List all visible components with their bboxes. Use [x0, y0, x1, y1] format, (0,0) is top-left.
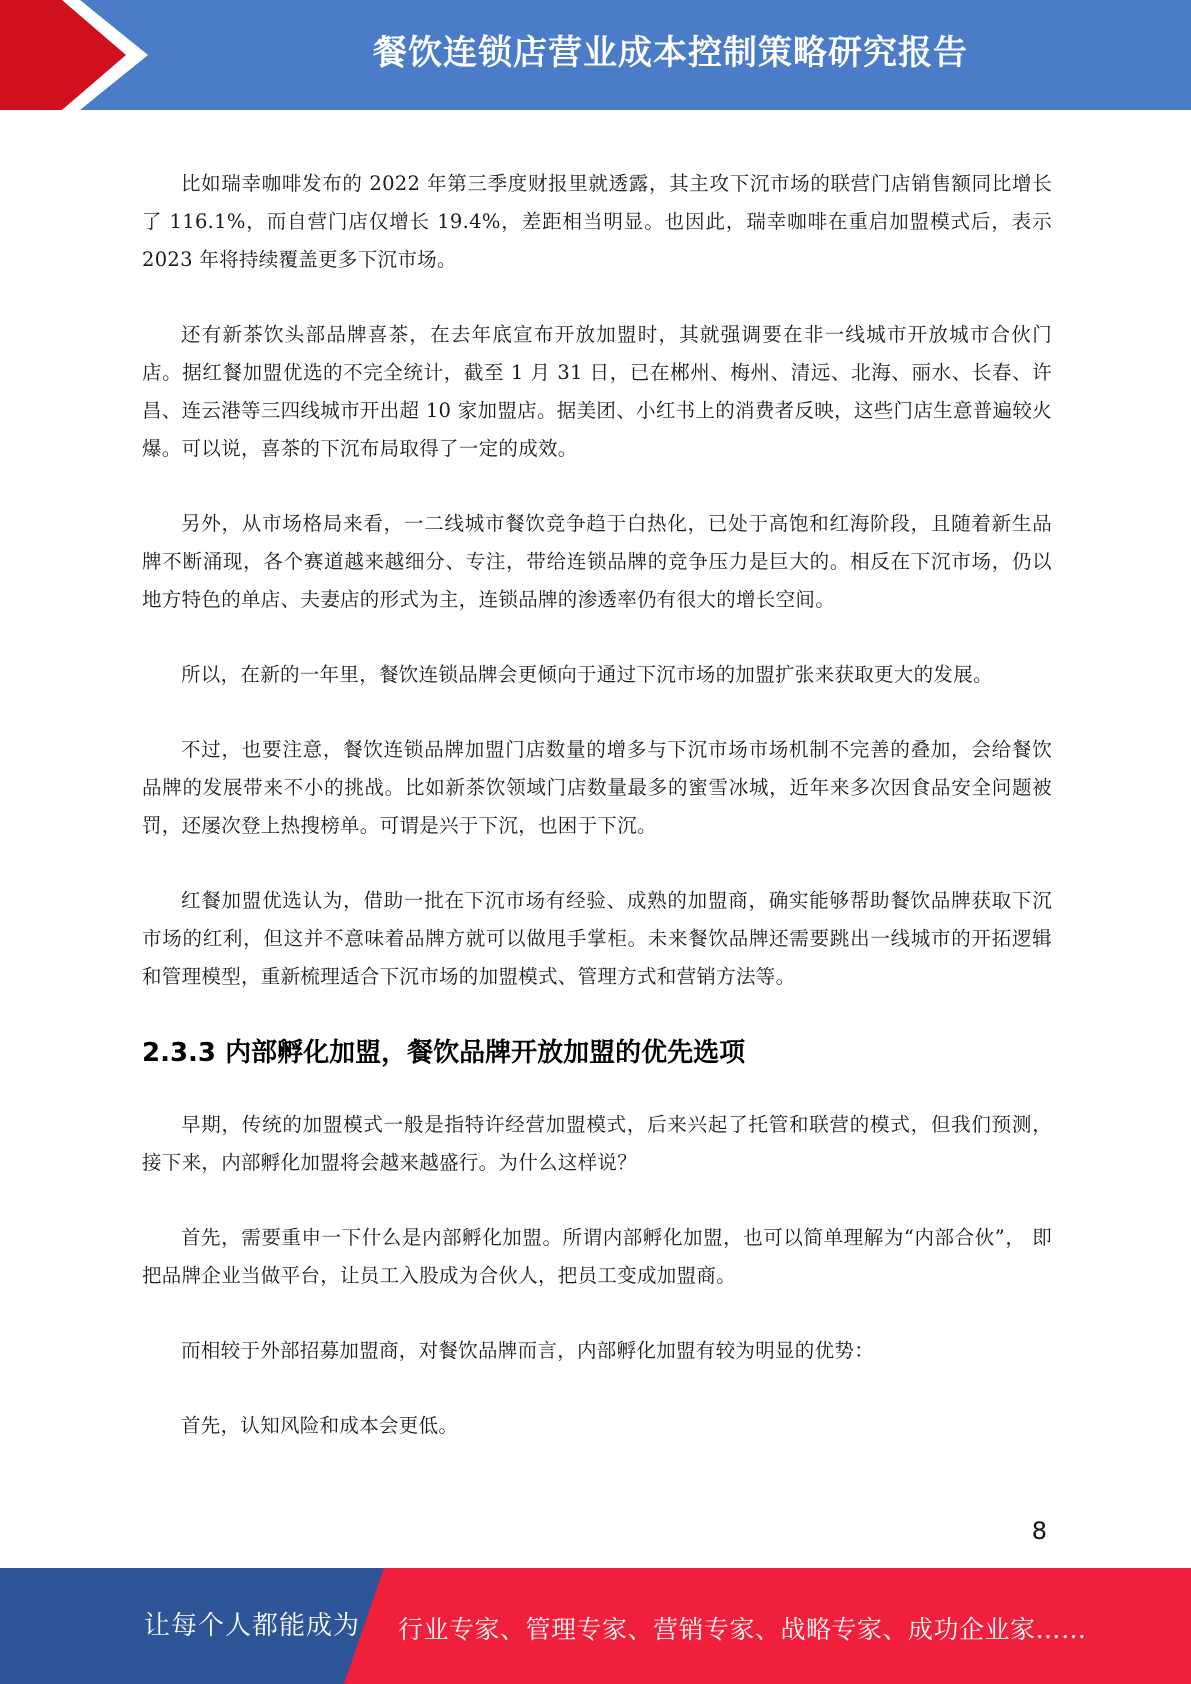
- section-paragraph-1: 早期，传统的加盟模式一般是指特许经营加盟模式，后来兴起了托管和联营的模式，但我们预测，接下来，内部孵化加盟将会越来越盛行。为什么这样说？: [142, 1113, 1052, 1174]
- header-title: 餐饮连锁店营业成本控制策略研究报告: [373, 33, 968, 73]
- footer-slogan-right: 行业专家、管理专家、营销专家、战略专家、成功企业家……: [398, 1615, 1087, 1644]
- footer-slogan-left: 让每个人都能成为: [144, 1611, 361, 1641]
- section-paragraph-3: 而相较于外部招募加盟商，对餐饮品牌而言，内部孵化加盟有较为明显的优势：: [181, 1339, 875, 1362]
- page-footer: [0, 1568, 1191, 1684]
- paragraph-5: 不过，也要注意，餐饮连锁品牌加盟门店数量的增多与下沉市场市场机制不完善的叠加，会给餐饮品牌的发展带来不小的挑战。比如新茶饮领域门店数量最多的蜜雪冰城，近年来多次因食品安全问题被罚，还屡次登上热搜榜单。可谓是兴于下沉，也困于下沉。: [142, 738, 1052, 837]
- paragraph-3: 另外，从市场格局来看，一二线城市餐饮竞争趋于白热化，已处于高饱和红海阶段，且随着新生品牌不断涌现，各个赛道越来越细分、专注，带给连锁品牌的竞争压力是巨大的。相反在下沉市场，仍以地方特色的单店、夫妻店的形式为主，连锁品牌的渗透率仍有很大的增长空间。: [142, 512, 1052, 611]
- paragraph-2: 还有新茶饮头部品牌喜茶，在去年底宣布开放加盟时，其就强调要在非一线城市开放城市合伙门店。据红餐加盟优选的不完全统计，截至 1 月 31 日，已在郴州、梅州、清远、北海、丽水、长春、许昌、连云港等三四线城市开出超 10 家加盟店。据美团、小红书上的消费者反映，这些门店生意普遍较火爆。可以说，喜茶的下沉布局取得了一定的成效。: [142, 323, 1052, 460]
- section-heading: 2.3.3 内部孵化加盟，餐饮品牌开放加盟的优先选项: [142, 1038, 746, 1068]
- paragraph-6: 红餐加盟优选认为，借助一批在下沉市场有经验、成熟的加盟商，确实能够帮助餐饮品牌获取下沉市场的红利，但这并不意味着品牌方就可以做甩手掌柜。未来餐饮品牌还需要跳出一线城市的开拓逻辑和管理模型，重新梳理适合下沉市场的加盟模式、管理方式和营销方法等。: [142, 889, 1052, 988]
- page-header: [0, 0, 1191, 110]
- page-content: [142, 165, 1052, 1482]
- paragraph-4: 所以，在新的一年里，餐饮连锁品牌会更倾向于通过下沉市场的加盟扩张来获取更大的发展。: [181, 663, 993, 686]
- section-paragraph-4: 首先，认知风险和成本会更低。: [181, 1414, 459, 1437]
- page-number: 8: [1031, 1517, 1047, 1545]
- section-paragraph-2: 首先，需要重申一下什么是内部孵化加盟。所谓内部孵化加盟，也可以简单理解为“内部合伙”， 即把品牌企业当做平台，让员工入股成为合伙人，把员工变成加盟商。: [142, 1226, 1052, 1287]
- header-arrow-decoration: [0, 0, 160, 110]
- paragraph-1: 比如瑞幸咖啡发布的 2022 年第三季度财报里就透露，其主攻下沉市场的联营门店销售额同比增长了 116.1%，而自营门店仅增长 19.4%，差距相当明显。也因此，瑞幸咖啡在重启加盟模式后，表示 2023 年将持续覆盖更多下沉市场。: [142, 172, 1052, 271]
